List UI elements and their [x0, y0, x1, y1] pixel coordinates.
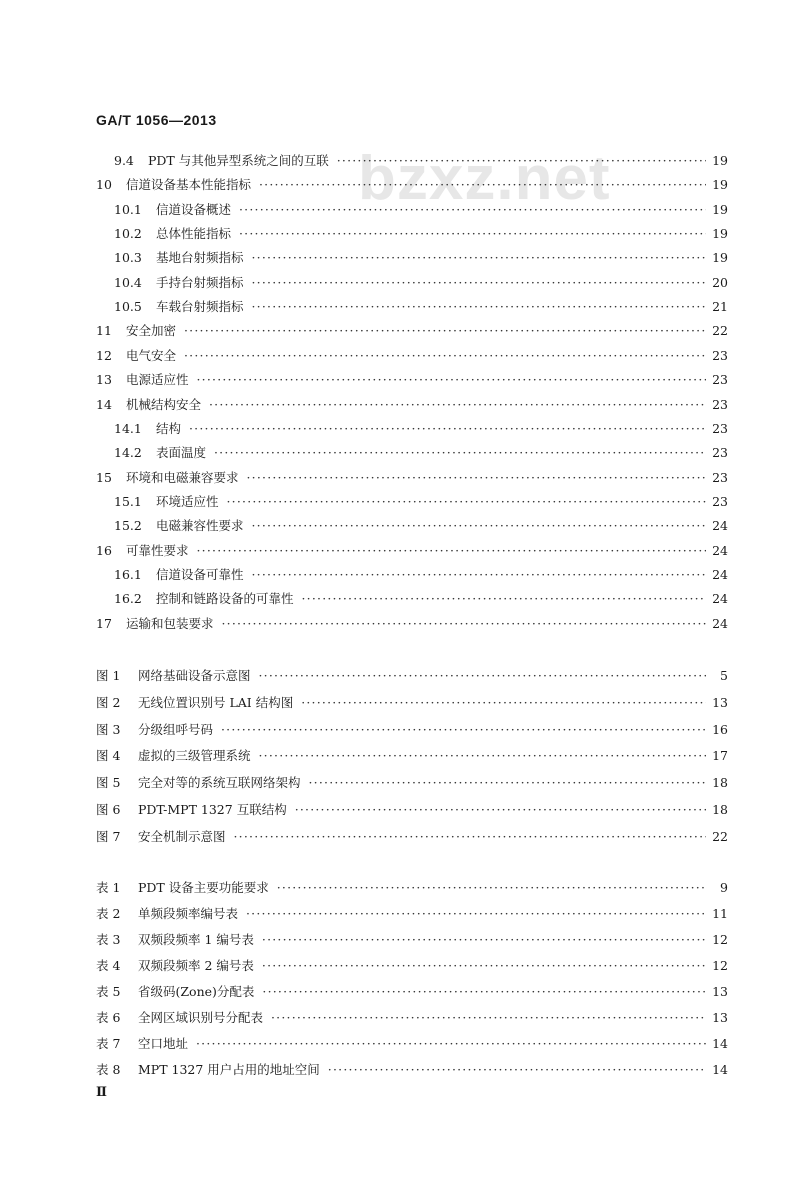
toc-entry	[0, 346, 800, 366]
toc-entry	[0, 175, 800, 195]
entry-title: 单频段频率编号表	[138, 906, 239, 921]
entry-page: 19	[712, 226, 728, 242]
entry-page: 13	[712, 694, 728, 710]
toc-entry	[0, 248, 800, 268]
entry-title: PDT-MPT 1327 互联结构	[138, 802, 287, 817]
entry-page: 24	[712, 566, 728, 582]
dot-leader	[252, 516, 706, 536]
entry-title: 电磁兼容性要求	[156, 518, 244, 534]
dot-leader	[259, 175, 706, 195]
dot-leader	[209, 395, 706, 415]
entry-title: 信道设备概述	[156, 201, 232, 217]
dot-leader	[227, 492, 706, 512]
entry-number: 14.2	[114, 445, 142, 461]
entry-number: 16.1	[114, 566, 142, 582]
toc-entry	[0, 321, 800, 341]
toc-entry	[0, 273, 800, 293]
dot-leader	[197, 370, 706, 390]
entry-title: 双频段频率 2 编号表	[138, 958, 254, 973]
entry-page: 24	[712, 615, 728, 631]
entry-number: 10.4	[114, 274, 142, 290]
dot-leader	[196, 1034, 706, 1054]
toc-entry	[0, 297, 800, 317]
entry-title: 虚拟的三级管理系统	[138, 748, 251, 764]
entry-title: 结构	[156, 420, 182, 436]
entry-page: 24	[712, 518, 728, 534]
entry-number: 13	[96, 372, 112, 388]
dot-leader	[271, 1008, 706, 1028]
entry-title: 控制和链路设备的可靠性	[156, 591, 294, 607]
entry-title: 网络基础设备示意图	[138, 668, 251, 683]
entry-page: 23	[712, 372, 728, 388]
figure-entry	[0, 666, 800, 686]
dot-leader	[337, 151, 706, 171]
dot-leader	[189, 419, 706, 439]
dot-leader	[328, 1060, 706, 1080]
entry-page: 14	[712, 1036, 728, 1051]
figure-entry	[0, 827, 800, 847]
entry-number: 图 7	[96, 828, 121, 844]
entry-title: 车载台射频指标	[156, 299, 244, 315]
entry-number: 图 4	[96, 748, 121, 764]
entry-title: 全网区域识别号分配表	[138, 1010, 264, 1025]
entry-number: 12	[96, 347, 112, 363]
dot-leader	[246, 904, 706, 924]
entry-number: 表 8	[96, 1062, 121, 1077]
dot-leader	[184, 321, 706, 341]
entry-page: 12	[712, 932, 728, 947]
entry-page: 16	[712, 721, 728, 737]
entry-number: 表 6	[96, 1010, 121, 1025]
entry-title: 环境和电磁兼容要求	[126, 469, 239, 485]
entry-title: 手持台射频指标	[156, 274, 244, 290]
entry-number: 16	[96, 542, 112, 558]
dot-leader	[239, 224, 706, 244]
entry-page: 19	[712, 153, 728, 168]
dot-leader	[262, 930, 706, 950]
entry-page: 23	[712, 469, 728, 485]
entry-page: 9	[720, 880, 728, 895]
entry-page: 18	[712, 802, 728, 817]
entry-number: 表 1	[96, 880, 121, 895]
entry-title: 总体性能指标	[156, 226, 232, 242]
table-entry	[0, 982, 800, 1002]
figure-entry	[0, 720, 800, 740]
dot-leader	[234, 827, 706, 847]
figure-entry	[0, 773, 800, 793]
entry-page: 19	[712, 201, 728, 217]
entry-number: 17	[96, 615, 112, 631]
entry-page: 21	[712, 299, 728, 315]
entry-title: 表面温度	[156, 445, 207, 461]
entry-page: 22	[712, 828, 728, 844]
entry-title: 信道设备可靠性	[156, 566, 244, 582]
entry-page: 20	[712, 274, 728, 290]
dot-leader	[222, 614, 706, 634]
table-entry	[0, 1034, 800, 1054]
entry-number: 表 2	[96, 906, 121, 921]
entry-number: 15	[96, 469, 112, 485]
dot-leader	[259, 746, 706, 766]
dot-leader	[301, 693, 706, 713]
dot-leader	[252, 248, 706, 268]
entry-page: 5	[720, 668, 728, 683]
entry-page: 13	[712, 984, 728, 999]
entry-title: PDT 设备主要功能要求	[138, 880, 269, 895]
toc-entry	[0, 541, 800, 561]
entry-title: MPT 1327 用户占用的地址空间	[138, 1062, 320, 1077]
entry-number: 图 5	[96, 775, 121, 791]
entry-title: 运输和包装要求	[126, 615, 214, 631]
table-entry	[0, 878, 800, 898]
entry-title: 省级码(Zone)分配表	[138, 984, 255, 999]
table-entry	[0, 1060, 800, 1080]
entry-page: 14	[712, 1062, 728, 1077]
toc-entry	[0, 395, 800, 415]
toc-entry	[0, 565, 800, 585]
entry-page: 13	[712, 1010, 728, 1025]
figure-entry	[0, 746, 800, 766]
entry-number: 10	[96, 177, 112, 193]
entry-page: 23	[712, 347, 728, 363]
toc-entry	[0, 468, 800, 488]
dot-leader	[295, 800, 706, 820]
entry-number: 表 5	[96, 984, 121, 999]
toc-entry	[0, 419, 800, 439]
entry-page: 17	[712, 748, 728, 764]
toc-entry	[0, 516, 800, 536]
entry-title: 电源适应性	[126, 372, 189, 388]
entry-page: 23	[712, 445, 728, 461]
entry-title: 电气安全	[126, 347, 177, 363]
entry-number: 11	[96, 323, 112, 339]
toc-entry	[0, 224, 800, 244]
entry-page: 23	[712, 396, 728, 412]
entry-page: 19	[712, 177, 728, 193]
dot-leader	[259, 666, 706, 686]
dot-leader	[247, 468, 706, 488]
dot-leader	[252, 565, 706, 585]
entry-title: 空口地址	[138, 1036, 189, 1051]
toc-entry	[0, 151, 800, 171]
entry-number: 14.1	[114, 420, 142, 436]
page-number: Ⅱ	[96, 1085, 107, 1100]
dot-leader	[309, 773, 706, 793]
dot-leader	[277, 878, 706, 898]
dot-leader	[197, 541, 706, 561]
watermark: bzxz.net	[358, 144, 611, 213]
table-entry	[0, 930, 800, 950]
entry-number: 图 3	[96, 721, 121, 737]
table-entry	[0, 956, 800, 976]
entry-title: 分级组呼号码	[138, 721, 214, 737]
dot-leader	[214, 443, 706, 463]
entry-number: 10.2	[114, 226, 142, 242]
toc-entry	[0, 614, 800, 634]
entry-number: 表 3	[96, 932, 121, 947]
entry-page: 23	[712, 493, 728, 509]
entry-number: 表 7	[96, 1036, 121, 1051]
entry-page: 24	[712, 591, 728, 607]
dot-leader	[262, 982, 706, 1002]
toc-entry	[0, 370, 800, 390]
entry-number: 图 2	[96, 694, 121, 710]
entry-title: 无线位置识别号 LAI 结构图	[138, 694, 294, 710]
entry-page: 24	[712, 542, 728, 558]
toc-entry	[0, 200, 800, 220]
dot-leader	[239, 200, 706, 220]
entry-number: 10.3	[114, 250, 142, 266]
entry-title: 信道设备基本性能指标	[126, 177, 252, 193]
entry-number: 图 1	[96, 668, 121, 683]
entry-page: 12	[712, 958, 728, 973]
dot-leader	[221, 720, 706, 740]
entry-number: 10.5	[114, 299, 142, 315]
entry-title: 环境适应性	[156, 493, 219, 509]
entry-page: 22	[712, 323, 728, 339]
toc-entry	[0, 492, 800, 512]
figure-entry	[0, 693, 800, 713]
dot-leader	[262, 956, 706, 976]
dot-leader	[184, 346, 706, 366]
entry-number: 9.4	[114, 153, 134, 168]
figure-entry	[0, 800, 800, 820]
entry-title: PDT 与其他异型系统之间的互联	[148, 153, 329, 168]
entry-page: 18	[712, 775, 728, 791]
entry-title: 完全对等的系统互联网络架构	[138, 775, 301, 791]
entry-title: 安全加密	[126, 323, 177, 339]
entry-number: 表 4	[96, 958, 121, 973]
dot-leader	[252, 297, 706, 317]
entry-number: 图 6	[96, 802, 121, 817]
toc-entry	[0, 589, 800, 609]
table-entry	[0, 904, 800, 924]
entry-title: 机械结构安全	[126, 396, 202, 412]
entry-number: 15.2	[114, 518, 142, 534]
dot-leader	[252, 273, 706, 293]
entry-number: 16.2	[114, 591, 142, 607]
table-entry	[0, 1008, 800, 1028]
document-code: GA/T 1056—2013	[96, 112, 217, 128]
entry-title: 安全机制示意图	[138, 828, 226, 844]
entry-number: 15.1	[114, 493, 142, 509]
entry-page: 19	[712, 250, 728, 266]
entry-page: 23	[712, 420, 728, 436]
entry-page: 11	[712, 906, 728, 921]
dot-leader	[302, 589, 706, 609]
entry-number: 14	[96, 396, 112, 412]
entry-title: 双频段频率 1 编号表	[138, 932, 254, 947]
entry-number: 10.1	[114, 201, 142, 217]
entry-title: 基地台射频指标	[156, 250, 244, 266]
toc-entry	[0, 443, 800, 463]
entry-title: 可靠性要求	[126, 542, 189, 558]
